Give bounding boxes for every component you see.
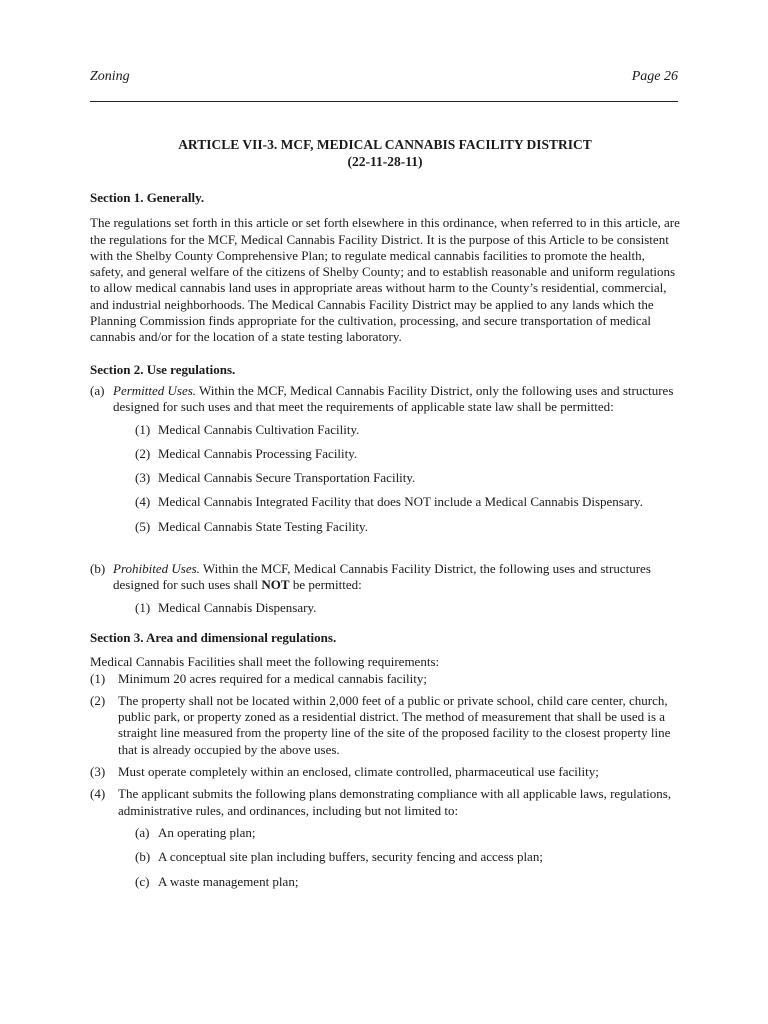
clause-lead: Permitted Uses.: [113, 382, 197, 398]
list-item-number: (3): [135, 470, 151, 486]
list-item: [135, 519, 680, 535]
requirement-number: (4): [90, 786, 106, 802]
list-item: [135, 494, 680, 510]
sub-list-item-label: (c): [135, 873, 150, 889]
list-item-text: Medical Cannabis Processing Facility.: [158, 445, 358, 461]
clause-body: [113, 561, 680, 594]
permitted-uses-list: [90, 422, 680, 535]
list-item-text: Medical Cannabis Integrated Facility that does NOT include a Medical Cannabis Dispensary.: [158, 494, 643, 510]
requirement-text: Must operate completely within an enclosed, climate controlled, pharmaceutical use facility;: [118, 764, 599, 780]
requirement-text: Minimum 20 acres required for a medical cannabis facility;: [118, 670, 427, 686]
prohibited-uses-list: [90, 600, 680, 616]
article-title-line2: (22-11-28-11): [347, 154, 423, 169]
list-item-number: (2): [135, 445, 151, 461]
requirement-item: [90, 671, 680, 687]
list-item: [135, 600, 680, 616]
sub-list-item: [135, 849, 680, 865]
list-item-number: (4): [135, 494, 151, 510]
requirement-item: [90, 786, 680, 819]
sub-list-item-text: A waste management plan;: [158, 873, 299, 889]
document-body: [90, 136, 680, 890]
list-item: [135, 470, 680, 486]
clause-lead: Prohibited Uses.: [113, 561, 200, 577]
requirement-number: (1): [90, 670, 106, 686]
requirement-text: The applicant submits the following plans demonstrating compliance with all applicable laws, regulations, administrative rules, and ordinances, including but not limited to:: [118, 786, 672, 818]
clause-label: (a): [90, 382, 105, 398]
prohibited-uses-clause: [90, 561, 680, 594]
section1-heading: Section 1. Generally.: [90, 190, 205, 205]
section3-intro: Medical Cannabis Facilities shall meet the following requirements:: [90, 654, 440, 670]
sub-list-item: [135, 874, 680, 890]
requirement-number: (2): [90, 692, 106, 708]
clause-text-end: be permitted:: [289, 577, 362, 593]
clause-label: (b): [90, 561, 106, 577]
list-item-text: Medical Cannabis State Testing Facility.: [158, 518, 368, 534]
permitted-uses-clause: [90, 383, 680, 416]
article-title: [90, 136, 680, 170]
list-item-text: Medical Cannabis Dispensary.: [158, 599, 317, 615]
article-title-line1: ARTICLE VII-3. MCF, MEDICAL CANNABIS FACILITY DISTRICT: [178, 137, 592, 152]
section2-heading: Section 2. Use regulations.: [90, 361, 236, 377]
section1-paragraph: The regulations set forth in this article or set forth elsewhere in this ordinance, when referred to in this article, are the regulations for the MCF, Medical Cannabis Facility District. It is the purpose of this Article to be consistent with the Shelby County Comprehensive Plan; to regulate medical cannabis facilities to promote the health, safety, and general welfare of the citizens of Shelby County; and to establish reasonable and uniform regulations to allow medical cannabis land uses in appropriate areas without harm to the County’s residential, commercial, and industrial neighborhoods. The Medical Cannabis Facility District may be applied to any lands which the Planning Commission finds appropriate for the cultivation, processing, and secure transportation of medical cannabis and/or for the location of a state testing laboratory.: [90, 215, 680, 345]
list-item: [135, 446, 680, 462]
sub-list-item-label: (a): [135, 824, 150, 840]
section3-heading: Section 3. Area and dimensional regulations.: [90, 629, 337, 645]
sub-list-item-text: An operating plan;: [158, 824, 256, 840]
requirement-item: [90, 693, 680, 758]
clause-body: [113, 383, 680, 416]
list-item: [135, 422, 680, 438]
clause-text: Within the MCF, Medical Cannabis Facility District, only the following uses and structures designed for such uses and that meet the requirements of applicable state law shall be permitted:: [113, 382, 674, 415]
header-rule: [90, 101, 678, 102]
page-number: Page 26: [631, 69, 678, 84]
plan-sub-list: [90, 825, 680, 890]
running-header-left: Zoning: [90, 69, 130, 84]
clause-text: Within the MCF, Medical Cannabis Facility District, the following uses and structures designed for such uses shall: [113, 561, 651, 593]
requirement-text: The property shall not be located within 2,000 feet of a public or private school, child care center, church, public park, or property zoned as a residential district. The method of measurement that shall be used is a straight line measured from the property line of the site of the proposed facility to the closest property line that is already occupied by the above uses.: [118, 692, 671, 757]
requirement-item: [90, 764, 680, 780]
sub-list-item-label: (b): [135, 849, 151, 865]
requirement-number: (3): [90, 764, 106, 780]
list-item-text: Medical Cannabis Secure Transportation Facility.: [158, 470, 416, 486]
clause-emphasis: NOT: [261, 577, 290, 593]
list-item-number: (5): [135, 518, 151, 534]
sub-list-item-text: A conceptual site plan including buffers, security fencing and access plan;: [158, 849, 543, 865]
sub-list-item: [135, 825, 680, 841]
list-item-number: (1): [135, 599, 151, 615]
list-item-number: (1): [135, 421, 151, 437]
list-item-text: Medical Cannabis Cultivation Facility.: [158, 421, 360, 437]
